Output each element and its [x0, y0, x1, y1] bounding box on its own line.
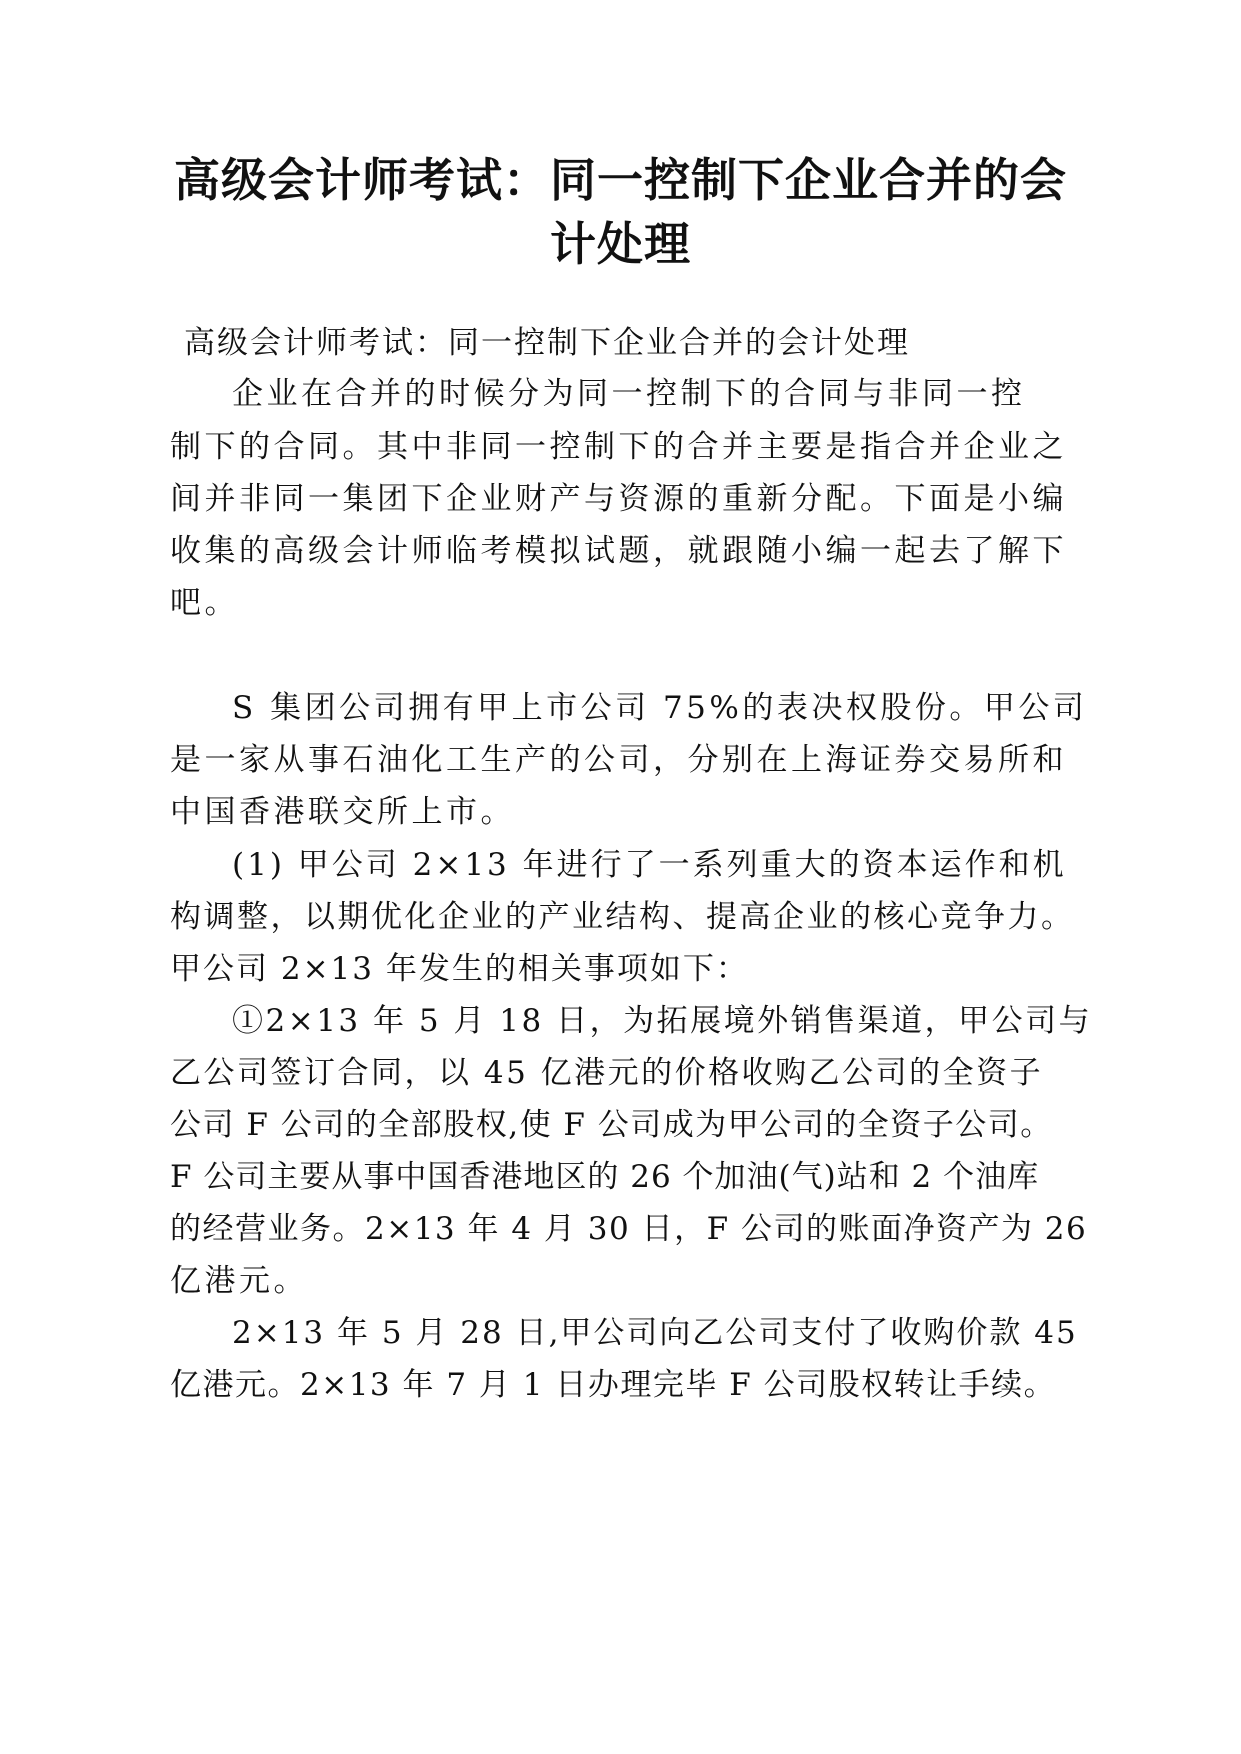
paragraph-line: S 集团公司拥有甲上市公司 75%的表决权股份。甲公司: [232, 690, 1088, 726]
title-line-1: 高级会计师考试：同一控制下企业合并的会: [174, 153, 1067, 207]
paragraph-line: (1) 甲公司 2×13 年进行了一系列重大的资本运作和机: [232, 847, 1067, 883]
title-line-2: 计处理: [550, 217, 691, 271]
paragraph-line: 亿港元。: [170, 1263, 308, 1299]
paragraph-line: 企业在合并的时候分为同一控制下的合同与非同一控: [232, 376, 1026, 412]
paragraph-line: 亿港元。2×13 年 7 月 1 日办理完毕 F 公司股权转让手续。: [170, 1367, 1057, 1403]
paragraph-line: 间并非同一集团下企业财产与资源的重新分配。下面是小编: [170, 481, 1067, 517]
paragraph-line: 收集的高级会计师临考模拟试题，就跟随小编一起去了解下: [170, 533, 1067, 569]
paragraph-line: 2×13 年 5 月 28 日,甲公司向乙公司支付了收购价款 45: [232, 1315, 1078, 1351]
paragraph-line: ①2×13 年 5 月 18 日，为拓展境外销售渠道，甲公司与: [232, 1003, 1093, 1039]
subtitle-line: 高级会计师考试：同一控制下企业合并的会计处理: [184, 325, 910, 361]
paragraph-line: 公司 F 公司的全部股权,使 F 公司成为甲公司的全资子公司。: [170, 1107, 1053, 1143]
document-title: [160, 148, 1081, 276]
paragraph-line: 是一家从事石油化工生产的公司，分别在上海证券交易所和: [170, 742, 1067, 778]
paragraph-line: 吧。: [170, 585, 239, 621]
paragraph-line: 的经营业务。2×13 年 4 月 30 日，F 公司的账面净资产为 26: [170, 1211, 1088, 1247]
paragraph-line: 甲公司 2×13 年发生的相关事项如下：: [170, 951, 749, 987]
paragraph-line: 制下的合同。其中非同一控制下的合并主要是指合并企业之: [170, 429, 1067, 465]
paragraph-line: F 公司主要从事中国香港地区的 26 个加油(气)站和 2 个油库: [170, 1159, 1040, 1195]
paragraph-line: 构调整，以期优化企业的产业结构、提高企业的核心竞争力。: [170, 899, 1075, 935]
paragraph-line: 乙公司签订合同，以 45 亿港元的价格收购乙公司的全资子: [170, 1055, 1044, 1091]
paragraph-line: 中国香港联交所上市。: [170, 794, 515, 830]
